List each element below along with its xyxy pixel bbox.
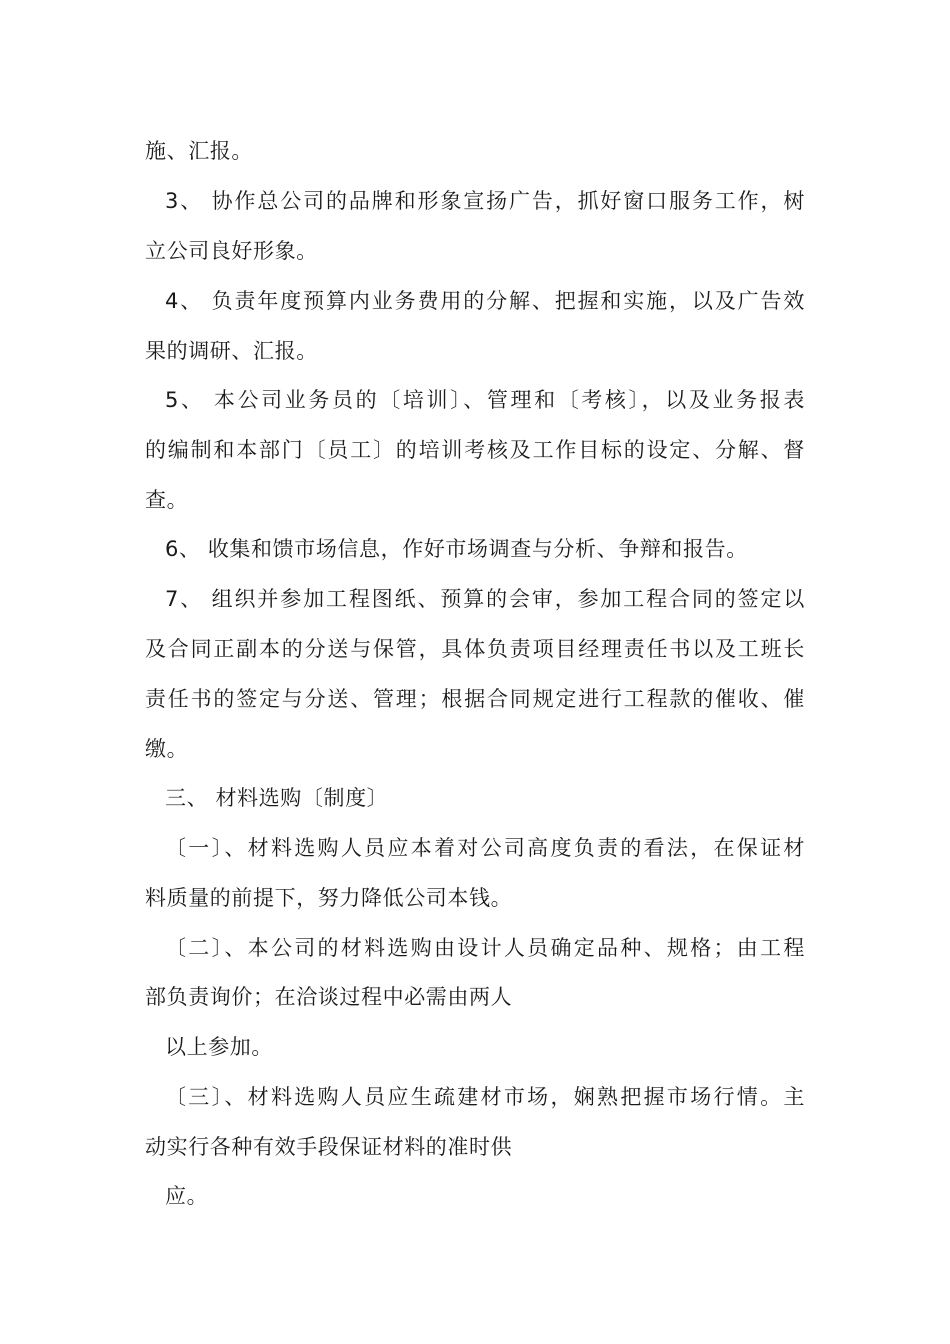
text-line-5: 果的调研、汇报。 [145, 339, 318, 363]
text-line-10: 7、 组织并参加工程图纸、预算的会审，参加工程合同的签定以 [165, 587, 805, 611]
text-line-16: 料质量的前提下，努力降低公司本钱。 [145, 886, 513, 910]
text-line-3: 立公司良好形象。 [145, 239, 318, 263]
text-line-13: 缴。 [145, 737, 189, 761]
text-line-22: 应。 [165, 1184, 209, 1208]
text-line-4: 4、 负责年度预算内业务费用的分解、把握和实施，以及广告效 [165, 289, 805, 313]
text-line-7: 的编制和本部门〔员工〕的培训考核及工作目标的设定、分解、督 [145, 438, 805, 462]
text-line-8: 查。 [145, 488, 189, 512]
text-line-21: 动实行各种有效手段保证材料的准时供 [145, 1135, 513, 1159]
text-line-15: 〔一〕、材料选购人员应本着对公司高度负责的看法，在保证材 [165, 836, 805, 860]
section-heading: 三、 材料选购〔制度〕 [165, 786, 389, 810]
text-line-2: 3、 协作总公司的品牌和形象宣扬广告，抓好窗口服务工作，树 [165, 189, 805, 213]
text-line-12: 责任书的签定与分送、管理；根据合同规定进行工程款的催收、催 [145, 687, 805, 711]
text-line-1: 施、汇报。 [145, 139, 253, 163]
text-line-6: 5、 本公司业务员的〔培训〕、管理和〔考核〕，以及业务报表 [165, 388, 805, 412]
text-line-17: 〔二〕、本公司的材料选购由设计人员确定品种、规格；由工程 [165, 936, 805, 960]
text-line-20: 〔三〕、材料选购人员应生疏建材市场，娴熟把握市场行情。主 [165, 1085, 805, 1109]
text-line-9: 6、 收集和馈市场信息，作好市场调查与分析、争辩和报告。 [165, 537, 748, 561]
text-line-11: 及合同正副本的分送与保管，具体负责项目经理责任书以及工班长 [145, 637, 805, 661]
text-line-19: 以上参加。 [165, 1035, 273, 1059]
text-line-18: 部负责询价；在洽谈过程中必需由两人 [145, 985, 513, 1009]
